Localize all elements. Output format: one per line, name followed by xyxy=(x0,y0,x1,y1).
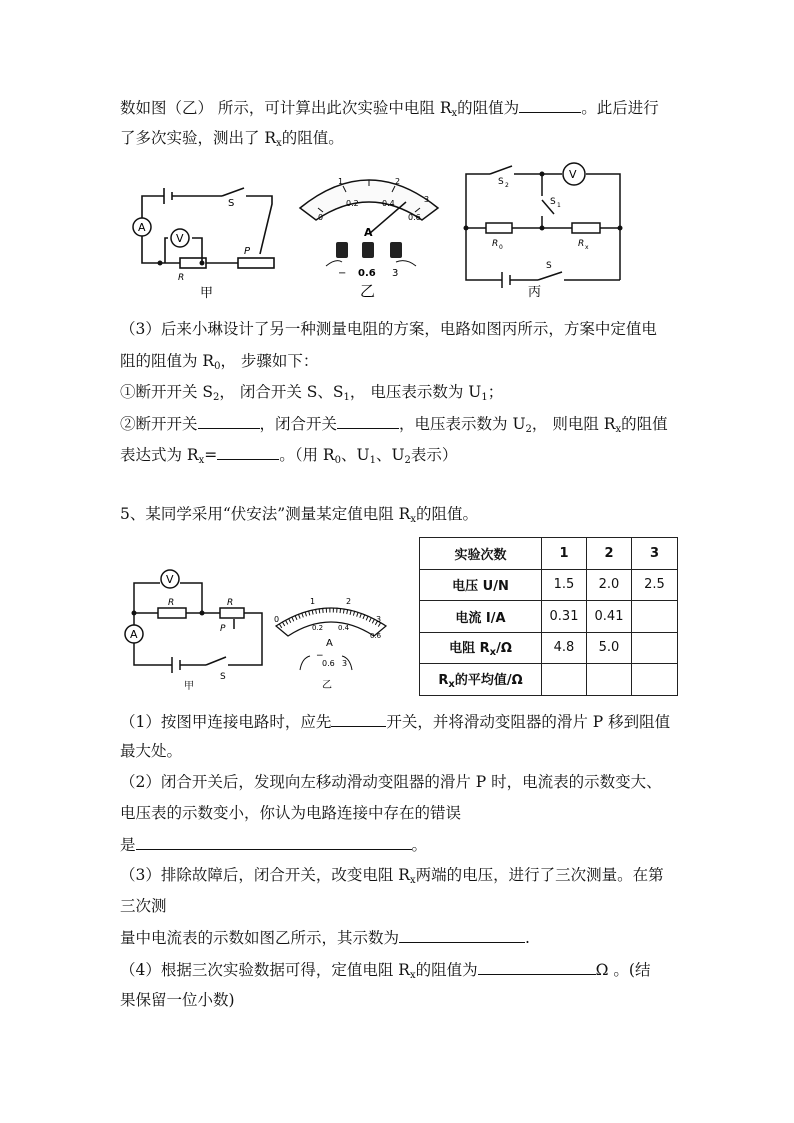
part3-expression: 表达式为 $R_x=$ 。（用 $R_0$、$U_1$、$U_2$表示） xyxy=(120,443,457,472)
svg-text:0.4: 0.4 xyxy=(338,624,350,632)
svg-text:S: S xyxy=(546,261,552,271)
svg-text:S: S xyxy=(498,177,504,187)
q5-part2-line2: 电压表的示数变小，你认为电路连接中存在的错误 xyxy=(120,804,462,822)
svg-text:3: 3 xyxy=(342,659,348,668)
svg-text:R: R xyxy=(578,239,585,249)
q5-data-table xyxy=(419,537,678,696)
svg-text:V: V xyxy=(176,232,184,245)
svg-text:乙: 乙 xyxy=(360,282,376,300)
svg-text:乙: 乙 xyxy=(322,680,332,691)
svg-text:3: 3 xyxy=(376,615,382,624)
svg-text:P: P xyxy=(244,246,251,257)
prev-q-line-1: 数如图（乙） 所示，可计算出此次实验中电阻 $R_x$的阻值为 。此后进行 xyxy=(120,96,659,125)
part3-line-1: （3）后来小琳设计了另一种测量电阻的方案，电路如图丙所示，方案中定值电 xyxy=(120,320,657,338)
answer-blank[interactable] xyxy=(331,710,386,727)
svg-text:x: x xyxy=(585,244,589,251)
svg-text:2: 2 xyxy=(505,182,509,189)
table-row: 电流 I/A 0.31 0.41 xyxy=(420,601,678,633)
part3-step-2: ②断开开关 ，闭合开关 ，电压表示数为 $U_2$， 则电阻 $R_x$的阻值 xyxy=(120,412,668,441)
q5-title: 5、某同学采用“伏安法”测量某定值电阻 $R_x$的阻值。 xyxy=(120,505,478,525)
svg-text:0: 0 xyxy=(274,615,280,624)
svg-text:R: R xyxy=(178,273,185,283)
svg-text:0: 0 xyxy=(318,213,324,222)
answer-blank[interactable] xyxy=(217,443,279,460)
answer-blank[interactable] xyxy=(198,412,260,429)
svg-text:V: V xyxy=(569,168,577,181)
circuit-bing-figure xyxy=(462,160,632,300)
svg-text:丙: 丙 xyxy=(528,285,542,300)
table-row: 电压 U/N 1.5 2.0 2.5 xyxy=(420,569,678,601)
answer-blank[interactable] xyxy=(337,412,399,429)
q5-circuit-jia-figure xyxy=(122,565,267,690)
part3-line-2: 阻的阻值为 $R_0$， 步骤如下： xyxy=(120,352,319,372)
q5-part2-line1: （2）闭合开关后，发现向左移动滑动变阻器的滑片 P 时，电流表的示数变大、 xyxy=(120,773,662,791)
answer-blank[interactable] xyxy=(136,833,412,850)
svg-text:甲: 甲 xyxy=(184,681,194,690)
part3-step-1: ①断开开关 $S_2$， 闭合开关 S、$S_1$， 电压表示数为 $U_1$； xyxy=(120,383,504,403)
q5-part4-line2: 果保留一位小数) xyxy=(120,991,235,1009)
svg-text:0.6: 0.6 xyxy=(322,659,335,668)
prev-q-line-2: 了多次实验，测出了 $R_x$的阻值。 xyxy=(120,129,344,149)
svg-text:0.6: 0.6 xyxy=(408,213,421,222)
svg-text:0.4: 0.4 xyxy=(382,199,395,208)
q5-part2-line3: 是 。 xyxy=(120,833,427,856)
q5-part3-line2: 三次测 xyxy=(120,897,167,915)
answer-blank[interactable] xyxy=(519,96,581,113)
svg-text:1: 1 xyxy=(338,177,344,186)
answer-blank[interactable] xyxy=(399,926,525,943)
circuit-jia-figure xyxy=(120,178,295,300)
answer-blank[interactable] xyxy=(478,958,596,975)
svg-text:甲: 甲 xyxy=(200,286,214,300)
svg-text:R: R xyxy=(227,598,234,608)
q5-part4-line1: （4）根据三次实验数据可得，定值电阻 $R_x$的阻值为 Ω 。(结 xyxy=(120,958,650,987)
svg-text:−: − xyxy=(316,651,324,661)
svg-text:0.6: 0.6 xyxy=(370,632,382,640)
svg-text:R: R xyxy=(168,598,175,608)
svg-text:1: 1 xyxy=(310,597,316,606)
svg-text:0.2: 0.2 xyxy=(346,199,359,208)
svg-text:A: A xyxy=(326,638,333,649)
svg-text:2: 2 xyxy=(395,177,401,186)
svg-text:V: V xyxy=(166,573,174,586)
svg-text:0.2: 0.2 xyxy=(312,624,324,632)
svg-text:2: 2 xyxy=(346,597,352,606)
svg-text:A: A xyxy=(130,628,138,641)
svg-text:0: 0 xyxy=(499,244,503,251)
svg-text:−: − xyxy=(338,268,347,279)
svg-text:P: P xyxy=(220,624,226,634)
svg-text:3: 3 xyxy=(424,195,430,204)
svg-text:S: S xyxy=(550,197,556,207)
ammeter-yi-figure xyxy=(296,162,442,300)
svg-text:3: 3 xyxy=(392,268,399,279)
table-row: $R_x$的平均值/Ω xyxy=(420,664,678,696)
q5-part1-line1: （1）按图甲连接电路时，应先 开关，并将滑动变阻器的滑片 P 移到阻值 xyxy=(120,710,670,733)
svg-text:A: A xyxy=(138,221,146,234)
svg-text:1: 1 xyxy=(557,202,561,209)
svg-text:0.6: 0.6 xyxy=(358,268,376,279)
q5-part1-line2: 最大处。 xyxy=(120,742,183,760)
q5-part3-line3: 量中电流表的示数如图乙所示，其示数为 . xyxy=(120,926,530,949)
q5-part3-line1: （3）排除故障后，闭合开关，改变电阻 $R_x$两端的电压，进行了三次测量。在第 xyxy=(120,866,664,886)
table-header-row: 实验次数 1 2 3 xyxy=(420,538,678,570)
table-row: 电阻 $R_x/\Omega$ 4.8 5.0 xyxy=(420,632,678,664)
q5-ammeter-yi-figure xyxy=(270,592,392,692)
svg-text:S: S xyxy=(220,672,226,682)
svg-text:S: S xyxy=(228,198,235,209)
svg-text:R: R xyxy=(492,239,499,249)
svg-text:A: A xyxy=(364,226,373,239)
